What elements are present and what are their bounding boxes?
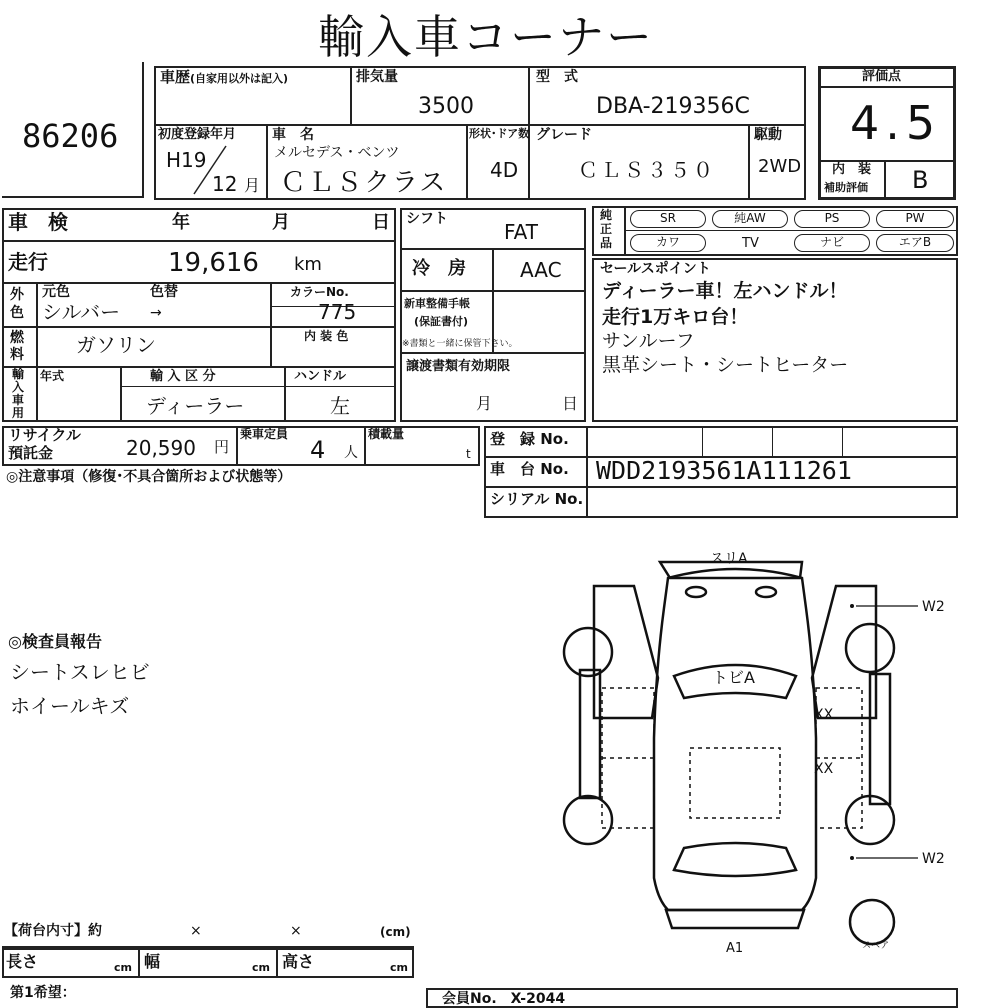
interior-sub: 補助評価: [824, 181, 868, 194]
notes-label: ◎注意事項（修復･不具合箇所および状態等）: [6, 469, 292, 485]
page-title: 輸入車コーナー: [318, 10, 654, 64]
wheel-spare: [850, 900, 894, 944]
import-year-label: 年式: [40, 369, 65, 383]
equip-ps: PS: [794, 210, 870, 228]
recycle-label: リサイクル: [8, 426, 81, 444]
sales-point-3: サンルーフ: [602, 330, 695, 352]
grade-value: ＣＬＳ３５０: [578, 158, 716, 182]
cargo-x1: ×: [190, 923, 202, 939]
handle-value: 左: [330, 394, 350, 418]
sales-point-4: 黒革シート・シートヒーター: [602, 354, 849, 376]
shift-label: シフト: [406, 211, 448, 227]
rear-bumper: [666, 910, 804, 928]
displacement-value: 3500: [418, 94, 474, 119]
import-side-label: 輸入車用: [12, 367, 25, 420]
mark-side-2: XX: [814, 761, 834, 777]
drive-label: 駆動: [754, 127, 782, 143]
wheel-front-right: [846, 624, 894, 672]
transfer-docs-month: 月: [476, 394, 493, 413]
recycle-value: 20,590: [126, 436, 196, 460]
hope-label: 第1希望：: [10, 985, 76, 1001]
cargo-x2: ×: [290, 923, 302, 939]
shape-value: 4D: [490, 158, 519, 182]
capacity-label: 乗車定員: [240, 427, 289, 441]
inspection-month-unit: 月: [272, 212, 290, 233]
equip-leather: カワ: [630, 234, 706, 252]
shape-label: 形状･ドア数: [469, 127, 530, 140]
service-book-note: ※書類と一緒に保管下さい。: [402, 339, 518, 349]
chassis-value: WDD2193561A111261: [596, 456, 852, 485]
interior-value: B: [912, 166, 929, 194]
car-name-label: 車 名: [272, 127, 314, 143]
history-label: 車歴(自家用以外は記入): [160, 68, 289, 86]
color-change-label: 色替: [150, 284, 178, 300]
displacement-label: 排気量: [356, 69, 398, 85]
color-code: 775: [318, 300, 357, 324]
headlight-right: [756, 587, 776, 597]
inspector-line-2: ホイールキズ: [10, 694, 130, 718]
sales-point-1: ディーラー車！左ハンドル！: [602, 280, 848, 302]
first-reg-month-unit: 月: [244, 176, 261, 195]
capacity-value: 4: [310, 436, 326, 464]
cargo-height: 高さ: [282, 952, 315, 971]
transfer-docs-day: 日: [562, 394, 579, 413]
color-value: シルバー: [42, 300, 121, 324]
equip-airbag: エアB: [876, 234, 954, 252]
inspector-label: ◎検査員報告: [8, 632, 102, 651]
equip-sr: SR: [630, 210, 706, 228]
chassis-label: 車 台 No.: [490, 460, 569, 478]
rear-fender-left: [580, 670, 600, 798]
registration-label: 登 録 No.: [490, 430, 569, 448]
import-type-value: ディーラー: [146, 394, 245, 418]
service-book-sub: (保証書付): [414, 315, 469, 328]
mark-spare: スペア: [862, 941, 890, 951]
wheel-rear-left: [564, 796, 612, 844]
cargo-width-unit: cm: [252, 961, 270, 974]
mileage-unit: km: [294, 254, 322, 275]
aircon-value: AAC: [520, 258, 562, 282]
load-label: 積載量: [368, 427, 405, 441]
equip-navi: ナビ: [794, 234, 870, 252]
mileage-label: 走行: [8, 250, 48, 274]
service-book-label: 新車整備手帳: [404, 297, 470, 310]
handle-label: ハンドル: [294, 369, 347, 384]
color-orig-label: 元色: [42, 284, 70, 300]
inspection-year-unit: 年: [172, 212, 190, 233]
cargo-width: 幅: [144, 952, 161, 971]
mark-w-front: W2: [922, 599, 945, 615]
lot-number: 86206: [22, 117, 119, 155]
color-code-label: カラーNo.: [290, 285, 349, 299]
interior-color-label: 内 装 色: [304, 329, 349, 343]
color-side-label: 外色: [10, 287, 24, 321]
rear-window: [674, 843, 796, 876]
headlight-left: [686, 587, 706, 597]
member-label: 会員No. X-2044: [442, 991, 566, 1007]
first-reg-label: 初度登録年月: [158, 127, 237, 142]
load-unit: t: [466, 447, 471, 461]
equip-pw: PW: [876, 210, 954, 228]
shift-value: FAT: [504, 220, 539, 244]
mark-roof: トビA: [712, 668, 755, 687]
mark-side-1: XX: [814, 707, 834, 723]
mark-bottom: A1: [726, 941, 744, 956]
inspection-day-unit: 日: [372, 212, 390, 233]
cargo-box: [2, 948, 414, 978]
import-type-label: 輸 入 区 分: [150, 369, 216, 384]
cargo-length-unit: cm: [114, 961, 132, 974]
sales-points-label: セールスポイント: [600, 261, 711, 277]
car-model: ＣＬＳクラス: [280, 168, 448, 198]
cargo-height-unit: cm: [390, 961, 408, 974]
cargo-length: 長さ: [6, 952, 39, 971]
car-maker: メルセデス・ベンツ: [274, 145, 400, 161]
sales-point-2: 走行1万キロ台！: [602, 306, 749, 328]
fuel-side-label: 燃料: [10, 330, 24, 363]
front-door-left: [594, 586, 658, 718]
cargo-unit: (cm): [380, 925, 411, 939]
mark-top: スリA: [710, 551, 748, 567]
score-value: 4.5: [850, 96, 942, 150]
inspector-line-1: シートスレヒビ: [10, 660, 150, 684]
mileage-value: 19,616: [168, 248, 259, 278]
first-reg-year: H19: [166, 148, 207, 172]
model-code-label: 型 式: [536, 69, 578, 85]
color-arrow: →: [150, 305, 162, 321]
recycle-unit: 円: [214, 438, 230, 456]
grade-label: グレード: [536, 127, 592, 143]
transfer-docs-label: 譲渡書類有効期限: [406, 359, 511, 374]
rear-fender-right: [870, 674, 890, 804]
score-label: 評価点: [862, 69, 902, 84]
inspection-label: 車 検: [8, 210, 68, 234]
cargo-label: 【荷台内寸】約: [4, 923, 102, 939]
first-reg-month: 12: [212, 172, 238, 196]
serial-label: シリアル No.: [490, 490, 584, 508]
car-damage-diagram: [540, 548, 960, 958]
aircon-label: 冷 房: [412, 258, 466, 279]
equip-tv: TV: [742, 236, 759, 251]
model-code-value: DBA-219356C: [596, 94, 750, 119]
equip-aw: 純AW: [712, 210, 788, 228]
sunroof-outline: [690, 748, 780, 818]
mark-w-rear: W2: [922, 851, 945, 867]
interior-label: 内 装: [832, 162, 872, 177]
equipment-side-label: 純正品: [600, 208, 613, 250]
drive-value: 2WD: [758, 156, 802, 177]
capacity-unit: 人: [344, 445, 358, 461]
recycle-sub: 預託金: [8, 444, 54, 462]
fuel-value: ガソリン: [76, 333, 156, 357]
